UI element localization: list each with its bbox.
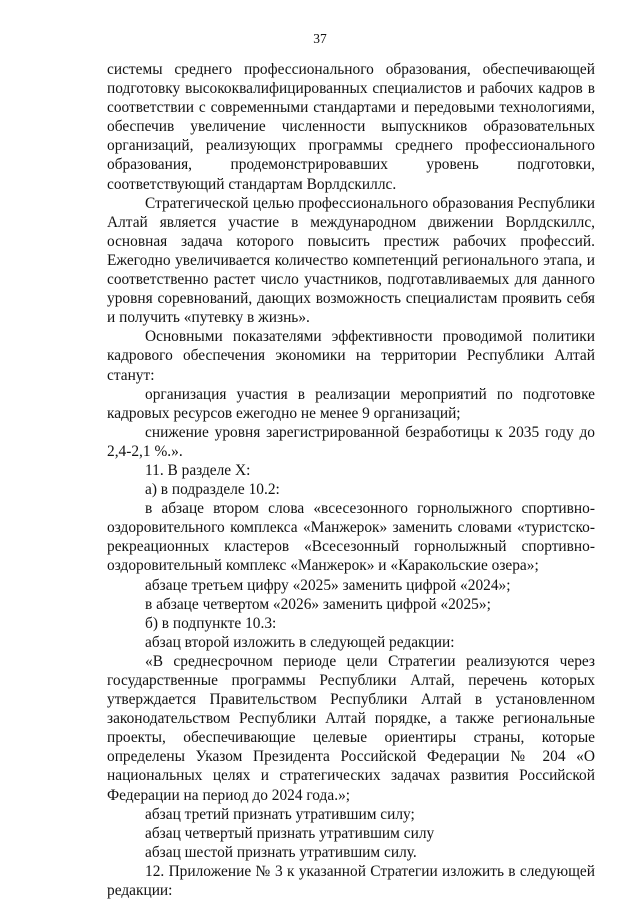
paragraph-item-11: 11. В разделе X:	[145, 461, 251, 479]
paragraph-indicator-2: снижение уровня зарегистрированной безработицы к 2035 году до 2,4-2,1 %.».	[107, 423, 595, 460]
paragraph-amendment-1: в абзаце втором слова «всесезонного горнолыжного спортивно-оздоровительного комплекса «Манжерок» заменить словами «туристско-рекреационных кластеров «Всесезонный горнолыжный спортивно-оздоровительный комплекс «Манжерок» и «Каракольские озера»;	[107, 500, 595, 575]
paragraph-item-12: 12. Приложение № 3 к указанной Стратегии изложить в следующей редакции:	[107, 862, 595, 900]
paragraph-repeal-2: абзац четвертый признать утратившим силу	[145, 824, 435, 842]
paragraph-strategic-goal: Стратегической целью профессионального образования Республики Алтай является участие в международном движении Ворлдскиллс, основная задача которого повысить престиж рабочих профессий. Ежегодно увеличивается количество компетенций регионального этапа, и соответственно растет число участников, подготавливаемых для данного уровня соревнований, дающих возможность специалистам проявить себя и получить «путевку в жизнь».	[107, 194, 595, 327]
document-body	[107, 60, 595, 900]
paragraph-amendment-2: абзаце третьем цифру «2025» заменить цифрой «2024»;	[145, 576, 511, 594]
paragraph-repeal-3: абзац шестой признать утратившим силу.	[145, 843, 417, 861]
paragraph-continuation: системы среднего профессионального образования, обеспечивающей подготовку высококвалифицированных специалистов и рабочих кадров в соответствии с современными стандартами и передовыми технологиями, обеспечив увеличение численности выпускников образовательных организаций, реализующих программы среднего профессионального образования, продемонстрировавших уровень подготовки, соответствующий стандартам Ворлдскиллс.	[107, 61, 595, 193]
paragraph-amendment-3: в абзаце четвертом «2026» заменить цифрой «2025»;	[145, 595, 491, 613]
paragraph-repeal-1: абзац третий признать утратившим силу;	[145, 805, 415, 823]
paragraph-indicator-1: организация участия в реализации мероприятий по подготовке кадровых ресурсов ежегодно не менее 9 организаций;	[107, 385, 595, 422]
paragraph-amendment-4: абзац второй изложить в следующей редакции:	[145, 633, 455, 651]
paragraph-indicators-intro: Основными показателями эффективности проводимой политики кадрового обеспечения экономики на территории Республики Алтай станут:	[107, 328, 595, 384]
paragraph-subitem-a: а) в подразделе 10.2:	[145, 481, 280, 499]
page-number: 37	[313, 31, 327, 46]
paragraph-subitem-b: б) в подпункте 10.3:	[145, 614, 277, 632]
paragraph-new-wording: «В среднесрочном периоде цели Стратегии реализуются через государственные программы Республики Алтай, перечень которых утверждается Правительством Республики Алтай в установленном законодательством Республики Алтай порядке, а также региональные проекты, обеспечивающие целевые ориентиры страны, которые определены Указом Президента Российской Федерации № 204 «О национальных целях и стратегических задачах развития Российской Федерации на период до 2024 года.»;	[107, 652, 595, 804]
